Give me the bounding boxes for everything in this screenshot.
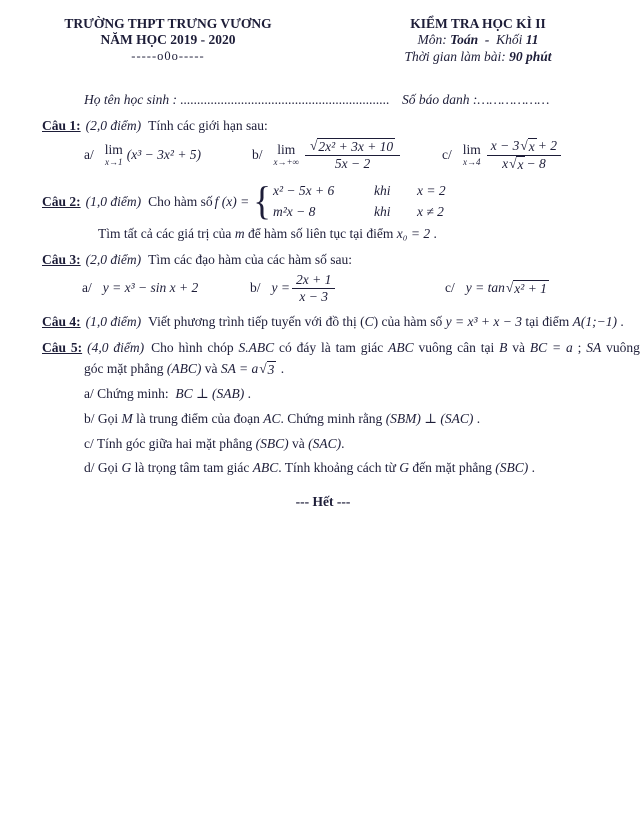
question-3c bbox=[445, 280, 550, 297]
question-5-line2: góc mặt phẳng (ABC) và SA = a √ 3 . bbox=[84, 360, 285, 377]
part-c-label: c/ bbox=[445, 280, 455, 296]
header-separator: -----o0o----- bbox=[131, 48, 205, 63]
student-name-dots: .............................................................. bbox=[180, 92, 390, 108]
sqrt-radical: √ x bbox=[520, 138, 535, 155]
candidate-number-label: Số báo danh : bbox=[402, 92, 478, 108]
student-name-label: Họ tên học sinh : bbox=[84, 92, 181, 108]
duration-prefix: Thời gian làm bài: bbox=[404, 48, 510, 64]
question-5-line1 bbox=[42, 340, 640, 357]
limit-operator: lim x→4 bbox=[462, 141, 481, 168]
part-b-label: b/ bbox=[252, 146, 263, 162]
question-1-label: Câu 1: bbox=[42, 118, 81, 134]
school-name: TRƯỜNG THPT TRƯNG VƯƠNG bbox=[64, 16, 272, 31]
question-3-formulas bbox=[42, 272, 604, 305]
candidate-number-dots: ……………… bbox=[477, 92, 550, 108]
question-4-body: Viết phương trình tiếp tuyến với đồ thị (C) của hàm số y = x³ + x − 3 tại điểm A(1;−1) . bbox=[148, 314, 624, 330]
part-b-label: b/ bbox=[250, 280, 261, 296]
school-block bbox=[42, 16, 294, 65]
question-5-points: (4,0 điểm) bbox=[87, 340, 145, 356]
numerator: 2x + 1 bbox=[296, 271, 332, 287]
sqrt-radical: √ x² + 1 bbox=[505, 280, 547, 297]
question-3-header bbox=[42, 252, 604, 269]
fraction bbox=[292, 272, 335, 305]
function-notation: f (x) = bbox=[214, 193, 250, 209]
sqrt-glyph: √ bbox=[509, 155, 517, 171]
question-5a: a/ Chứng minh: BC ⊥ (SAB) . bbox=[84, 385, 252, 401]
question-4-points: (1,0 điểm) bbox=[85, 314, 142, 330]
sqrt-radical: √ 2x² + 3x + 10 bbox=[310, 138, 394, 155]
question-2-header bbox=[42, 181, 604, 223]
subject-prefix: Môn: bbox=[417, 32, 451, 48]
question-1a bbox=[84, 143, 252, 168]
question-5d: d/ Gọi G là trọng tâm tam giác ABC. Tính khoảng cách từ G đến mặt phẳng (SBC) . bbox=[84, 460, 536, 476]
denominator: x √ x − 8 bbox=[487, 155, 561, 173]
school-year: NĂM HỌC 2019 - 2020 bbox=[100, 32, 236, 48]
limit-operator: lim x→+∞ bbox=[273, 141, 299, 168]
question-1c bbox=[442, 138, 563, 172]
question-1b bbox=[252, 138, 442, 172]
piecewise-cases bbox=[273, 181, 446, 223]
denominator: 5x − 2 bbox=[305, 155, 400, 172]
part-a-label: a/ bbox=[84, 146, 94, 162]
exam-info-block bbox=[356, 16, 600, 65]
denominator: x − 3 bbox=[292, 288, 335, 305]
question-5c: c/ Tính góc giữa hai mặt phẳng (SBC) và (SAC). bbox=[84, 435, 345, 451]
case-row: m²x − 8 khi x ≠ 2 bbox=[273, 204, 444, 220]
question-1-prompt: Tính các giới hạn sau: bbox=[148, 118, 268, 134]
exam-header bbox=[42, 16, 604, 65]
subject-separator: - bbox=[478, 32, 497, 48]
question-3-prompt: Tìm các đạo hàm của các hàm số sau: bbox=[148, 251, 353, 267]
question-3-points: (2,0 điểm) bbox=[85, 251, 142, 267]
part-a-label: a/ bbox=[82, 280, 92, 296]
question-2 bbox=[42, 181, 604, 243]
end-marker: --- Hết --- bbox=[295, 494, 351, 510]
question-5b: b/ Gọi M là trung điểm của đoạn AC. Chứng minh rằng (SBM) ⊥ (SAC) . bbox=[84, 410, 481, 426]
question-2-prompt: Cho hàm số bbox=[148, 193, 213, 209]
limit-expression: (x³ − 3x² + 5) bbox=[126, 146, 202, 162]
part-c-label: c/ bbox=[442, 146, 452, 162]
question-1 bbox=[42, 118, 604, 172]
question-3b bbox=[250, 272, 445, 305]
grade-prefix: Khối bbox=[496, 32, 526, 48]
question-3 bbox=[42, 252, 604, 305]
question-1-points: (2,0 điểm) bbox=[85, 118, 142, 134]
question-5 bbox=[42, 340, 640, 477]
question-3-label: Câu 3: bbox=[42, 251, 81, 267]
fraction bbox=[487, 138, 561, 172]
sqrt-glyph: √ bbox=[310, 138, 318, 154]
limit-operator: lim x→1 bbox=[104, 141, 123, 168]
fraction bbox=[305, 138, 400, 172]
question-1-formulas bbox=[42, 138, 604, 172]
equation-lhs: y = bbox=[271, 280, 290, 296]
numerator bbox=[305, 138, 400, 155]
grade-number: 11 bbox=[525, 32, 539, 48]
case-row: x² − 5x + 6 khi x = 2 bbox=[273, 183, 446, 199]
equation-lhs: y = tan bbox=[465, 280, 505, 296]
derivative-expression: y = x³ − sin x + 2 bbox=[102, 280, 199, 296]
duration-line bbox=[356, 49, 600, 65]
student-name-field bbox=[84, 92, 402, 109]
exam-title: KIỂM TRA HỌC KÌ II bbox=[410, 16, 546, 31]
sqrt-radical: √ x bbox=[509, 155, 524, 172]
question-2-label: Câu 2: bbox=[42, 193, 81, 209]
sqrt-glyph: √ bbox=[520, 138, 528, 154]
question-2-points: (1,0 điểm) bbox=[85, 193, 142, 209]
question-3a bbox=[82, 280, 250, 297]
question-2-note: Tìm tất cả các giá trị của m để hàm số liên tục tại điểm x₀ = 2 . bbox=[98, 226, 437, 242]
numerator: x − 3 √ x + 2 bbox=[490, 138, 558, 155]
question-5-intro: Cho hình chóp S.ABC có đáy là tam giác ABC vuông cân tại B và BC = a ; SA vuông bbox=[151, 340, 640, 356]
question-4-label: Câu 4: bbox=[42, 314, 81, 330]
subject-name: Toán bbox=[450, 32, 479, 48]
question-5-label: Câu 5: bbox=[42, 340, 83, 356]
duration-value: 90 phút bbox=[509, 48, 552, 64]
sqrt-glyph: √ bbox=[505, 280, 514, 296]
piecewise-brace: { bbox=[253, 179, 271, 225]
question-1-header bbox=[42, 118, 604, 135]
student-info-row bbox=[84, 92, 604, 109]
question-4 bbox=[42, 314, 624, 331]
subject-line bbox=[356, 32, 600, 48]
